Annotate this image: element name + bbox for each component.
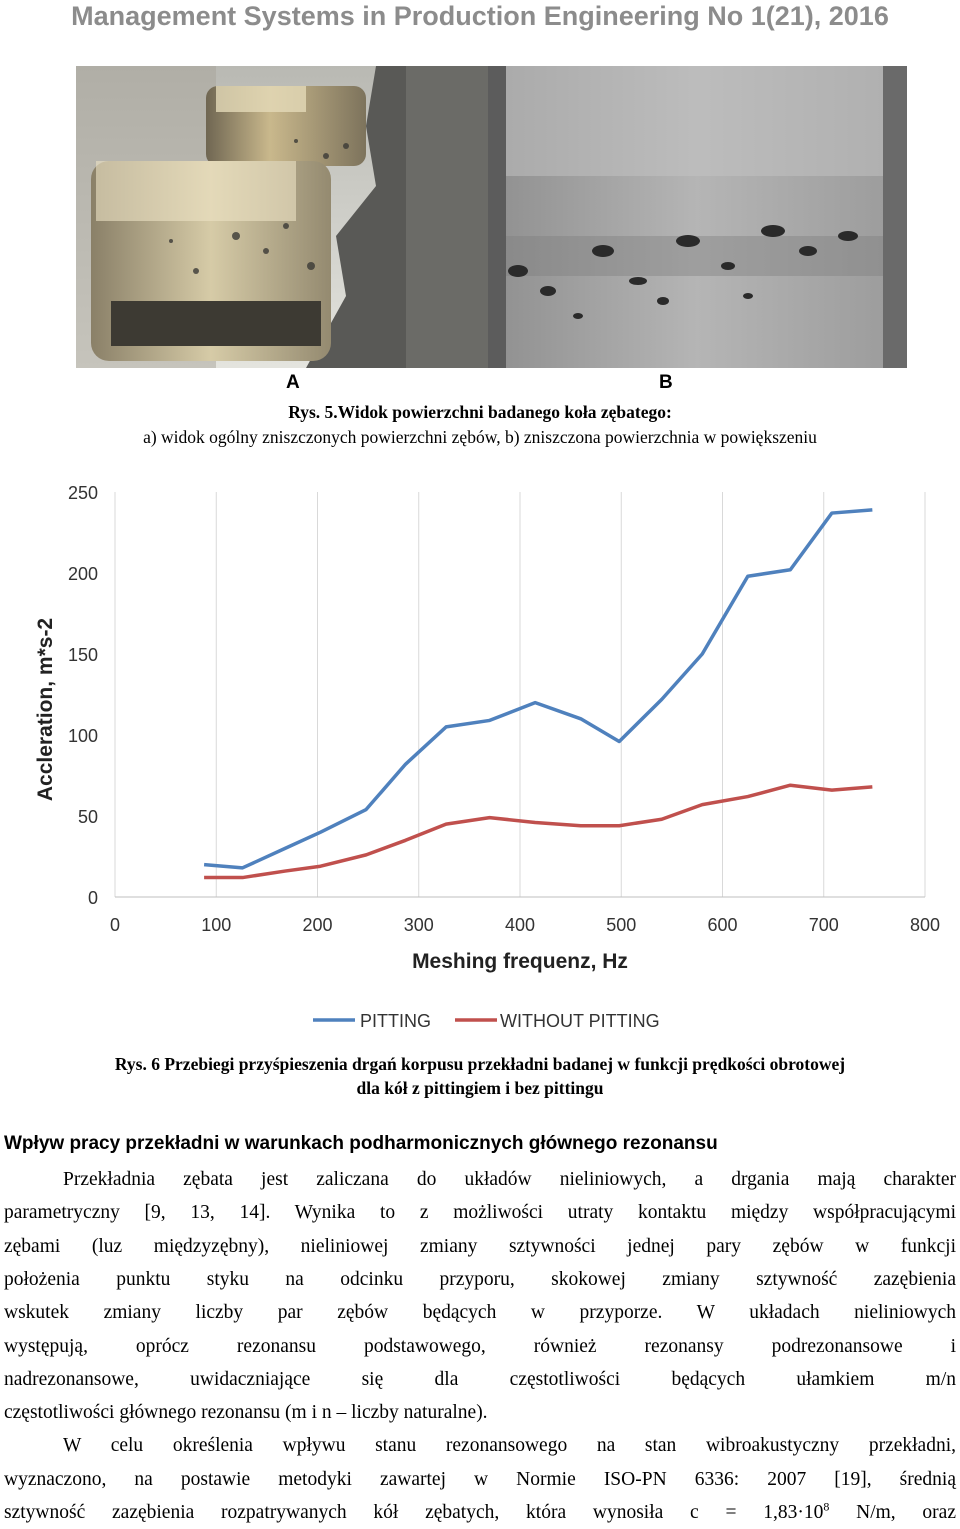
y-axis-title: Accleration, m*s-2 <box>34 617 57 802</box>
gear-teeth-photo <box>76 66 488 368</box>
y-tick-label: 50 <box>77 807 98 827</box>
paragraph-line: częstotliwości głównego rezonansu (m i n – liczby naturalne). <box>4 1402 488 1424</box>
x-tick-label: 700 <box>808 915 839 935</box>
x-tick-label: 100 <box>201 915 232 935</box>
y-tick-label: 0 <box>87 888 98 908</box>
text-run: sztywność zazębienia rozpatrywanych kół zębatych, która wynosiła c = 1,83·10 <box>4 1502 824 1523</box>
paragraph-line: wyznaczono, na postawie metodyki zawartej w Normie ISO-PN 6336: 2007 [19], średnią <box>4 1468 956 1490</box>
paragraph-line: parametryczny [9, 13, 14]. Wynika to z możliwości utraty kontaktu między współpracującymi <box>4 1202 956 1224</box>
legend-label: WITHOUT PITTING <box>500 1011 660 1031</box>
figure6-caption-line1: Rys. 6 Przebiegi przyśpieszenia drgań korpusu przekładni badanej w funkcji prędkości obrotowej <box>114 1054 846 1074</box>
x-tick-label: 600 <box>707 915 738 935</box>
figure5-caption-line1: Rys. 5.Widok powierzchni badanego koła zębatego: <box>288 402 672 422</box>
figure6-caption-line2: dla kół z pittingiem i bez pittingu <box>356 1078 604 1098</box>
paragraph-line: W celu określenia wpływu stanu rezonansowego na stan wibroakustyczny przekładni, <box>63 1435 956 1457</box>
x-tick-label: 300 <box>403 915 434 935</box>
section-heading: Wpływ pracy przekładni w warunkach podharmonicznych głównego rezonansu <box>4 1133 718 1154</box>
legend-label: PITTING <box>360 1011 431 1031</box>
series-line-1 <box>204 510 872 868</box>
x-tick-label: 400 <box>504 915 536 935</box>
x-tick-label: 0 <box>109 915 121 935</box>
photo-label-a: A <box>286 372 300 393</box>
paragraph-line: nadrezonansowe, uwidaczniające się dla częstotliwości będących ułamkiem m/n <box>4 1368 956 1390</box>
journal-header: Management Systems in Production Engineering No 1(21), 2016 <box>71 1 889 31</box>
x-tick-label: 200 <box>302 915 333 935</box>
x-axis-title: Meshing frequenz, Hz <box>412 950 628 973</box>
photo-label-b: B <box>659 372 673 393</box>
y-tick-label: 250 <box>67 483 98 503</box>
x-tick-label: 500 <box>606 915 637 935</box>
acceleration-chart <box>0 470 960 1040</box>
paragraph-line: zębami (luz międzyzębny), nieliniowej zmiany sztywności jednej pary zębów w funkcji <box>4 1235 956 1257</box>
exponent: 8 <box>823 1499 830 1514</box>
y-tick-label: 150 <box>67 645 98 665</box>
paragraph-line: występują, oprócz rezonansu podstawowego, również rezonansy podrezonansowe i <box>4 1335 956 1357</box>
text-run: N/m, oraz <box>829 1502 956 1523</box>
paragraph-line: wskutek zmiany liczby par zębów będących w przyporze. W układach nieliniowych <box>4 1302 956 1324</box>
damaged-surface-photo <box>488 66 907 368</box>
figure5-caption-line2: a) widok ogólny zniszczonych powierzchni zębów, b) zniszczona powierzchnia w powiększeniu <box>143 427 817 447</box>
paragraph-line: Przekładnia zębata jest zaliczana do układów nieliniowych, a drgania mają charakter <box>63 1169 956 1190</box>
y-tick-label: 200 <box>67 564 98 584</box>
series-line-2 <box>204 785 872 877</box>
paragraph-line <box>4 1496 956 1529</box>
y-tick-label: 100 <box>67 726 98 746</box>
x-tick-label: 800 <box>909 915 941 935</box>
paragraph-line: położenia punktu styku na odcinku przyporu, skokowej zmiany sztywność zazębienia <box>4 1268 956 1290</box>
